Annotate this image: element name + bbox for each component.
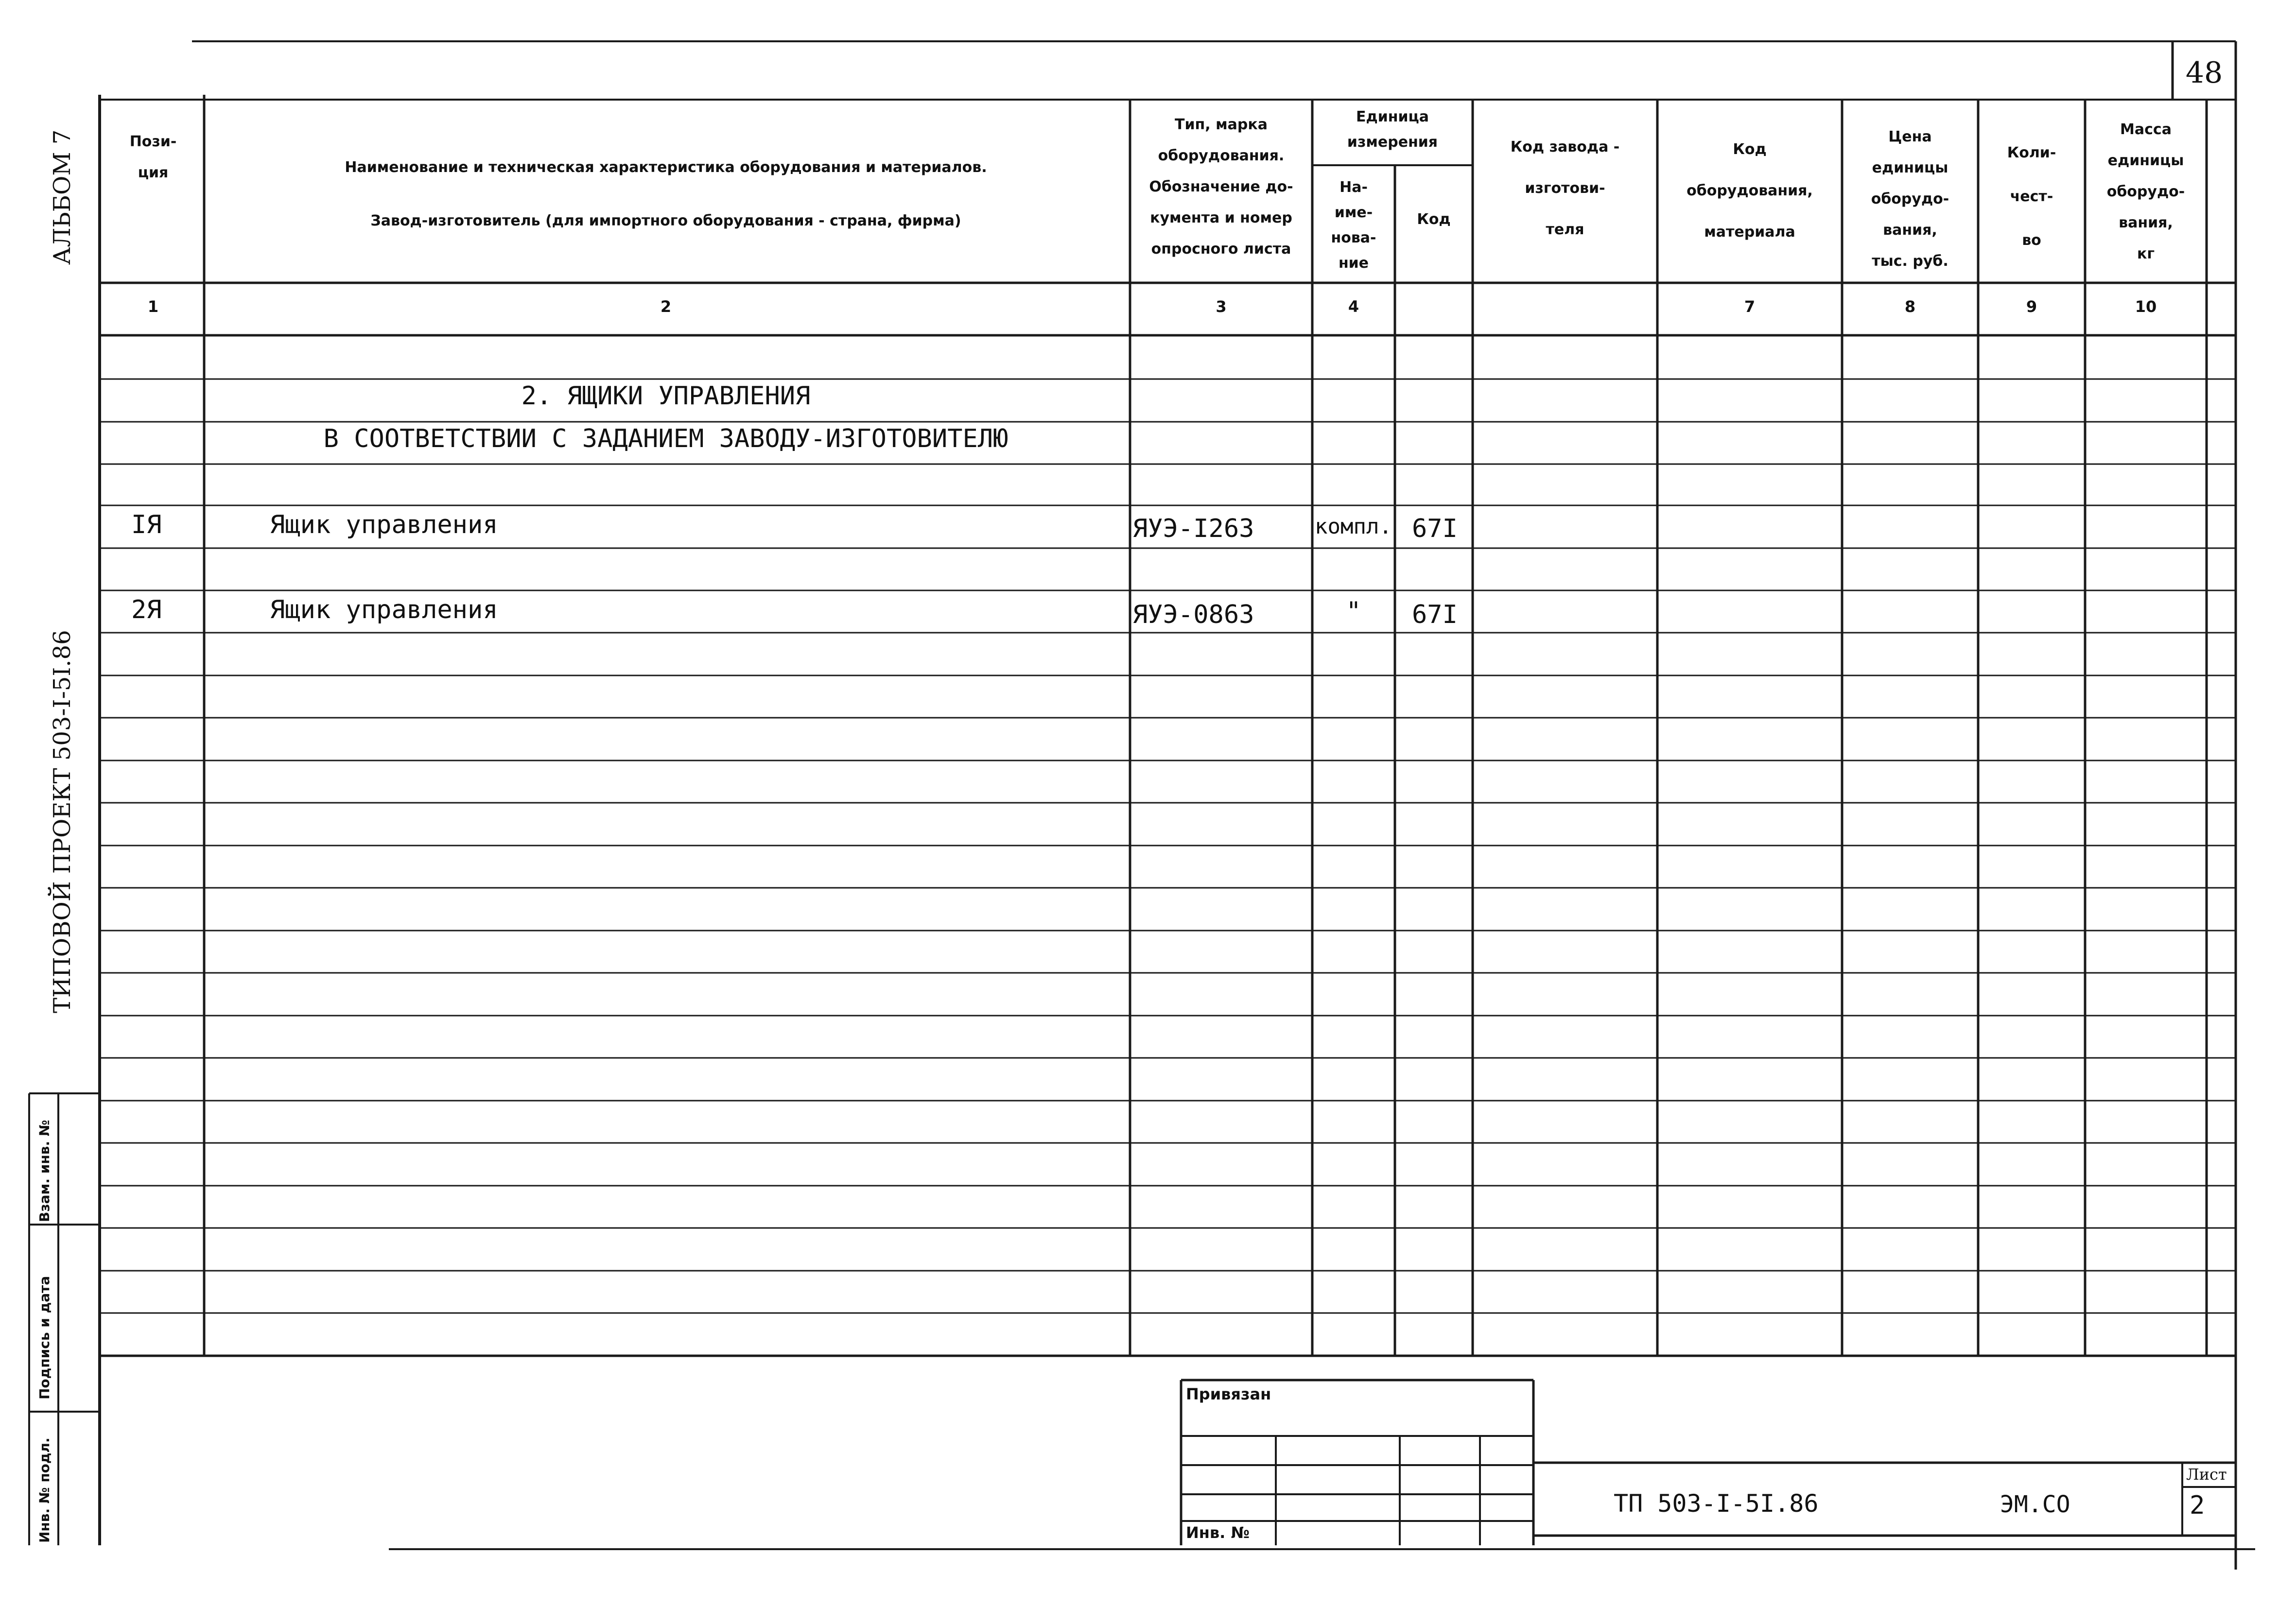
colnum-1: 1 <box>147 297 159 316</box>
row-position: IЯ <box>131 510 162 539</box>
section-title: 2. ЯЩИКИ УПРАВЛЕНИЯ <box>521 381 811 411</box>
row-type: ЯУЭ-0863 <box>1132 600 1254 629</box>
header-equipment-code: Код оборудования, материала <box>1687 141 1813 241</box>
header-name: Наименование и техническая характеристика оборудования и материалов. Завод-изготовитель (для импортного оборудования - страна, фирма) <box>345 159 987 229</box>
colnum-9: 9 <box>2026 297 2037 316</box>
project-label: ТИПОВОЙ ПРОЕКТ 503-I-5I.86 <box>49 630 76 1013</box>
document-code: ТП 503-I-5I.86 <box>1614 1489 1819 1518</box>
colnum-7: 7 <box>1744 297 1756 316</box>
stamp-replacement-inv: Взам. инв. № <box>36 1120 52 1222</box>
header-position: Пози- ция <box>129 133 177 181</box>
row-position: 2Я <box>131 595 162 624</box>
inventory-label: Инв. № <box>1186 1523 1250 1542</box>
header-unit-price: Цена единицы оборудо- вания, тыс. руб. <box>1871 128 1949 270</box>
header-mass: Масса единицы оборудо- вания, кг <box>2106 121 2185 262</box>
sheet-label: Лист <box>2186 1465 2227 1484</box>
row-type: ЯУЭ-I263 <box>1132 514 1254 543</box>
stamp-original-inv: Инв. № подл. <box>36 1437 52 1543</box>
row-unit: " <box>1346 597 1361 626</box>
sheet-number: 2 <box>2190 1491 2205 1520</box>
colnum-3: 3 <box>1216 297 1227 316</box>
row-code: 67I <box>1412 514 1458 543</box>
document-mark: ЭМ.СО <box>2000 1491 2070 1518</box>
page-number: 48 <box>2185 56 2223 90</box>
header-quantity: Коли- чест- во <box>2007 144 2056 249</box>
header-unit-code: Код <box>1417 211 1451 228</box>
stamp-signature-date: Подпись и дата <box>36 1276 52 1400</box>
privyazan-label: Привязан <box>1186 1385 1271 1403</box>
colnum-4: 4 <box>1348 297 1359 316</box>
header-type: Тип, марка оборудования. Обозначение до- кумента и номер опросного листа <box>1149 116 1293 258</box>
header-unit-group: Единица измерения <box>1347 108 1438 151</box>
row-name: Ящик управления <box>270 510 498 539</box>
header-unit-name: На- име- нова- ние <box>1331 179 1376 272</box>
section-subtitle: В СООТВЕТСТВИИ С ЗАДАНИЕМ ЗАВОДУ-ИЗГОТОВИТЕЛЮ <box>323 424 1009 453</box>
row-code: 67I <box>1412 600 1458 629</box>
colnum-10: 10 <box>2135 297 2157 316</box>
album-label: АЛЬБОМ 7 <box>49 129 76 265</box>
row-unit: компл. <box>1315 514 1392 539</box>
colnum-2: 2 <box>660 297 672 316</box>
colnum-8: 8 <box>1904 297 1916 316</box>
row-name: Ящик управления <box>270 595 498 624</box>
header-factory-code: Код завода - изготови- теля <box>1510 138 1620 238</box>
